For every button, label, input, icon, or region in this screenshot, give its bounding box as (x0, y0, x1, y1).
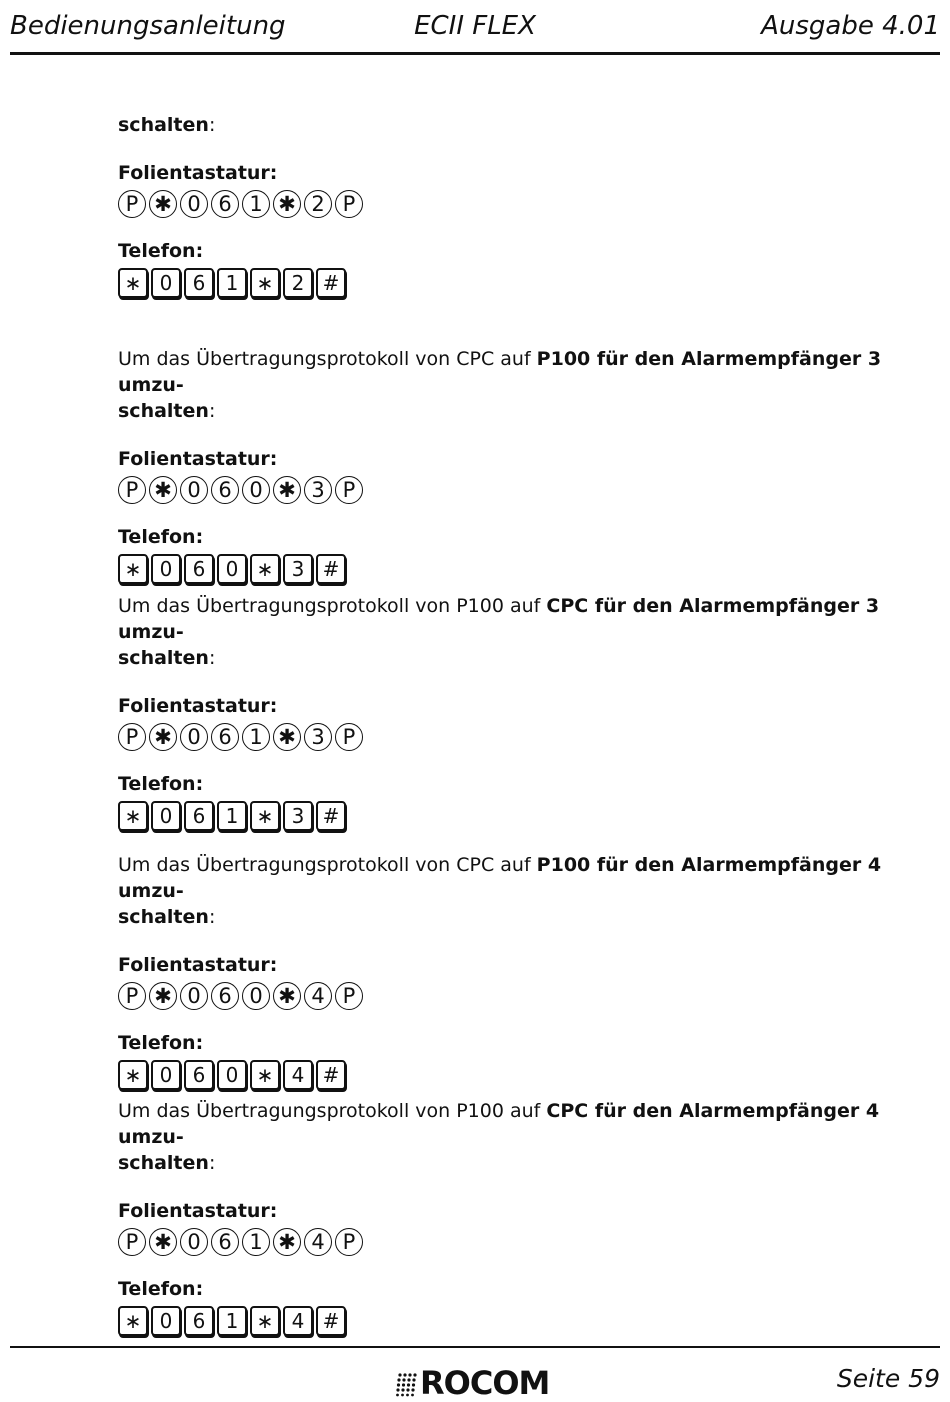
foil-key: P (118, 1228, 146, 1256)
instruction-bold-2: schalten (118, 1152, 209, 1174)
foil-key: 4 (304, 1228, 332, 1256)
phone-key: ∗ (118, 554, 148, 584)
header-title: Bedienungsanleitung (10, 11, 286, 41)
foil-key: 0 (180, 476, 208, 504)
folientastatur-label: Folientastatur: (118, 954, 278, 976)
phone-keys (118, 268, 918, 298)
section-0 (118, 112, 918, 298)
phone-key: 6 (184, 1060, 214, 1090)
telefon-label: Telefon: (118, 1278, 204, 1300)
phone-key: # (316, 1060, 346, 1090)
phone-key: 3 (283, 801, 313, 831)
foil-key: 3 (304, 723, 332, 751)
phone-keys (118, 1306, 918, 1336)
foil-key: 1 (242, 723, 270, 751)
instruction-text (118, 852, 918, 930)
foil-keys (118, 190, 918, 218)
phone-key: 0 (151, 554, 181, 584)
phone-key: 1 (217, 801, 247, 831)
foil-keys (118, 476, 918, 504)
foil-key: ✱ (273, 190, 301, 218)
phone-key: ∗ (250, 1060, 280, 1090)
foil-key: ✱ (149, 723, 177, 751)
instruction-tail: : (208, 906, 216, 928)
instruction-text (118, 1098, 918, 1176)
instruction-tail: : (208, 400, 216, 422)
phone-key: 0 (151, 1306, 181, 1336)
phone-key: 0 (151, 268, 181, 298)
foil-key: ✱ (273, 723, 301, 751)
instruction-tail: : (208, 1152, 216, 1174)
phone-key: ∗ (118, 801, 148, 831)
telefon-label: Telefon: (118, 1032, 204, 1054)
phone-key: 6 (184, 801, 214, 831)
instruction-bold: P100 für den Alarmempfänger 4 umzu- (118, 854, 882, 902)
foil-key: P (335, 982, 363, 1010)
foil-key: ✱ (273, 476, 301, 504)
folientastatur-label: Folientastatur: (118, 1200, 278, 1222)
foil-key: P (335, 1228, 363, 1256)
foil-key: 2 (304, 190, 332, 218)
phone-key: 1 (217, 1306, 247, 1336)
rocom-logo-icon (396, 1369, 418, 1397)
phone-key: 0 (151, 801, 181, 831)
foil-key: 0 (242, 982, 270, 1010)
foil-key: P (335, 476, 363, 504)
section-3 (118, 852, 918, 1090)
foil-key: ✱ (273, 1228, 301, 1256)
header-edition: Ausgabe 4.01 (761, 11, 940, 41)
phone-keys (118, 1060, 918, 1090)
rocom-logo (396, 1366, 549, 1400)
foil-key: 1 (242, 1228, 270, 1256)
instruction-bold: P100 für den Alarmempfänger 3 umzu- (118, 348, 882, 396)
foil-key: 0 (180, 723, 208, 751)
foil-key: 6 (211, 982, 239, 1010)
section-1 (118, 346, 918, 584)
foil-key: P (335, 190, 363, 218)
instruction-pre: Um das Übertragungsprotokoll von P100 auf (118, 1100, 547, 1122)
instruction-bold: CPC für den Alarmempfänger 4 umzu- (118, 1100, 880, 1148)
phone-key: ∗ (250, 801, 280, 831)
phone-key: 1 (217, 268, 247, 298)
foil-key: 0 (180, 1228, 208, 1256)
phone-key: ∗ (118, 268, 148, 298)
foil-key: ✱ (149, 190, 177, 218)
instruction-tail: : (208, 647, 216, 669)
foil-key: ✱ (149, 982, 177, 1010)
phone-key: # (316, 554, 346, 584)
page-footer (10, 1346, 940, 1400)
phone-keys (118, 554, 918, 584)
foil-key: ✱ (149, 476, 177, 504)
page-number: Seite 59 (836, 1364, 940, 1393)
folientastatur-label: Folientastatur: (118, 695, 278, 717)
instruction-bold-2: schalten (118, 906, 209, 928)
phone-keys (118, 801, 918, 831)
foil-key: 4 (304, 982, 332, 1010)
instruction-bold-2: schalten (118, 400, 209, 422)
phone-key: 2 (283, 268, 313, 298)
foil-key: 6 (211, 476, 239, 504)
phone-key: ∗ (250, 554, 280, 584)
foil-key: 6 (211, 1228, 239, 1256)
foil-keys (118, 723, 918, 751)
instruction-text (118, 593, 918, 671)
section-4 (118, 1098, 918, 1336)
foil-key: 3 (304, 476, 332, 504)
phone-key: 0 (217, 1060, 247, 1090)
intro-bold: schalten (118, 114, 209, 136)
phone-key: 4 (283, 1060, 313, 1090)
phone-key: 6 (184, 554, 214, 584)
foil-key: ✱ (149, 1228, 177, 1256)
phone-key: ∗ (250, 268, 280, 298)
phone-key: 0 (151, 1060, 181, 1090)
foil-key: P (118, 723, 146, 751)
instruction-bold: CPC für den Alarmempfänger 3 umzu- (118, 595, 880, 643)
instruction-text (118, 346, 918, 424)
phone-key: ∗ (118, 1306, 148, 1336)
rocom-logo-text: ROCOM (420, 1364, 550, 1402)
telefon-label: Telefon: (118, 240, 204, 262)
section-2 (118, 593, 918, 831)
foil-key: 1 (242, 190, 270, 218)
foil-key: ✱ (273, 982, 301, 1010)
phone-key: 4 (283, 1306, 313, 1336)
instruction-bold-2: schalten (118, 647, 209, 669)
foil-key: P (118, 982, 146, 1010)
phone-key: ∗ (118, 1060, 148, 1090)
phone-key: ∗ (250, 1306, 280, 1336)
phone-key: # (316, 1306, 346, 1336)
phone-key: 3 (283, 554, 313, 584)
phone-key: # (316, 801, 346, 831)
foil-key: 6 (211, 190, 239, 218)
phone-key: 0 (217, 554, 247, 584)
phone-key: 6 (184, 268, 214, 298)
foil-key: 0 (180, 982, 208, 1010)
page-header (10, 8, 940, 55)
instruction-pre: Um das Übertragungsprotokoll von CPC auf (118, 854, 537, 876)
instruction-pre: Um das Übertragungsprotokoll von CPC auf (118, 348, 537, 370)
phone-key: # (316, 268, 346, 298)
intro-tail: : (208, 114, 216, 136)
foil-key: P (118, 476, 146, 504)
foil-keys (118, 1228, 918, 1256)
foil-key: P (118, 190, 146, 218)
foil-key: 0 (242, 476, 270, 504)
phone-key: 6 (184, 1306, 214, 1336)
header-product: ECII FLEX (414, 11, 536, 41)
foil-keys (118, 982, 918, 1010)
intro-text (118, 112, 918, 138)
foil-key: 6 (211, 723, 239, 751)
folientastatur-label: Folientastatur: (118, 162, 278, 184)
foil-key: 0 (180, 190, 208, 218)
instruction-pre: Um das Übertragungsprotokoll von P100 auf (118, 595, 547, 617)
foil-key: P (335, 723, 363, 751)
telefon-label: Telefon: (118, 526, 204, 548)
folientastatur-label: Folientastatur: (118, 448, 278, 470)
telefon-label: Telefon: (118, 773, 204, 795)
